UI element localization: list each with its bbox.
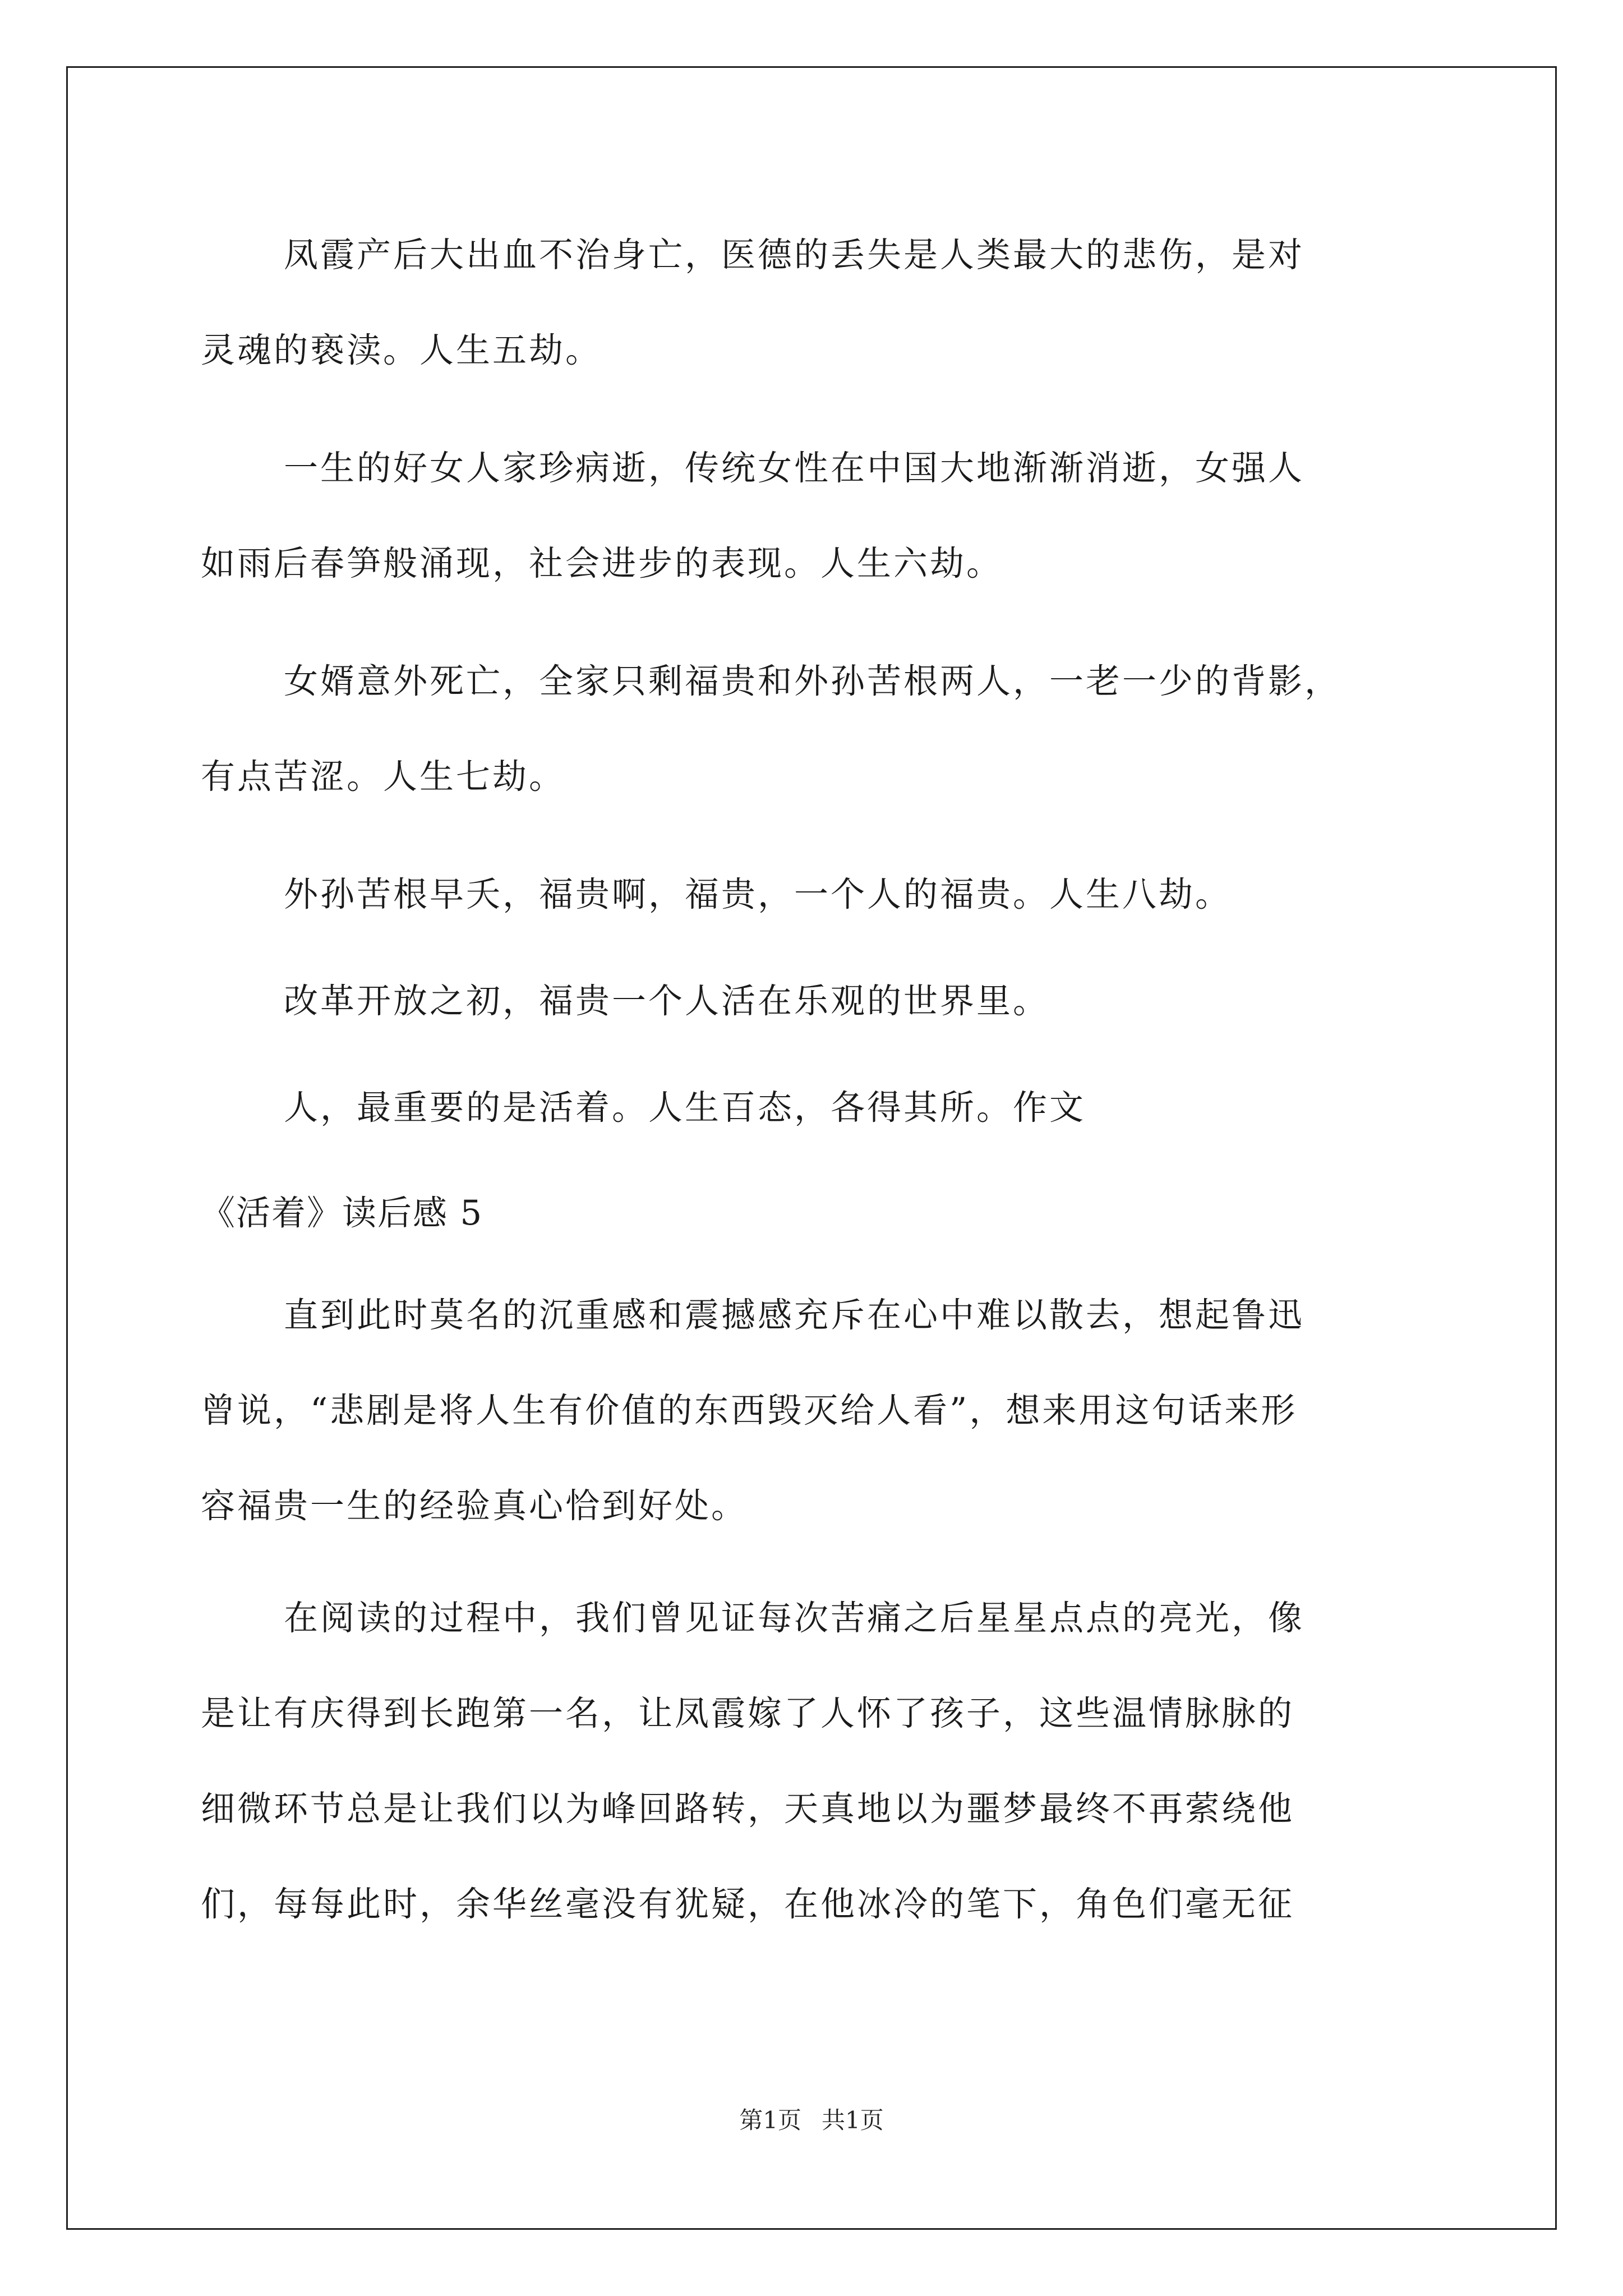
page-total: 共1页 [822,2106,884,2134]
text-line: 有点苦涩。人生七劫。 [201,757,566,797]
text-line: 容福贵一生的经验真心恰到好处。 [201,1486,748,1526]
text-line: 凤霞产后大出血不治身亡，医德的丢失是人类最大的悲伤，是对 [284,235,1305,275]
text-line: 一生的好女人家珍病逝，传统女性在中国大地渐渐消逝，女强人 [284,448,1305,488]
text-line: 曾说，“悲剧是将人生有价值的东西毁灭给人看”，想来用这句话来形 [201,1391,1298,1430]
text-line: 改革开放之初，福贵一个人活在乐观的世界里。 [284,981,1050,1021]
text-line: 细微环节总是让我们以为峰回路转，天真地以为噩梦最终不再萦绕他 [201,1789,1295,1829]
paragraph-3 [201,634,1458,825]
page-number: 第1页 [739,2106,801,2134]
paragraph-8 [201,1571,1458,1952]
text-line: 们，每每此时，余华丝毫没有犹疑，在他冰冷的笔下，角色们毫无征 [201,1884,1295,1924]
paragraph-1 [201,208,1458,398]
text-line: 女婿意外死亡，全家只剩福贵和外孙苦根两人，一老一少的背影， [284,661,1341,701]
paragraph-7 [201,1268,1458,1554]
section-heading: 《活着》读后感 5 [201,1193,483,1233]
text-line: 是让有庆得到长跑第一名，让凤霞嫁了人怀了孩子，这些温情脉脉的 [201,1694,1295,1733]
text-line: 如雨后春笋般涌现，社会进步的表现。人生六劫。 [201,544,1003,583]
paragraph-2 [201,421,1458,611]
paragraph-6 [201,1060,1458,1156]
text-line: 灵魂的亵渎。人生五劫。 [201,330,602,370]
text-line: 直到此时莫名的沉重感和震撼感充斥在心中难以散去，想起鲁迅 [284,1295,1305,1335]
text-line: 外孙苦根早夭，福贵啊，福贵，一个人的福贵。人生八劫。 [284,875,1232,914]
page-footer [0,2104,1623,2137]
text-line: 人，最重要的是活着。人生百态，各得其所。作文 [284,1088,1086,1128]
paragraph-4 [201,847,1458,942]
text-line: 在阅读的过程中，我们曾见证每次苦痛之后星星点点的亮光，像 [284,1598,1305,1638]
paragraph-5 [201,954,1458,1049]
